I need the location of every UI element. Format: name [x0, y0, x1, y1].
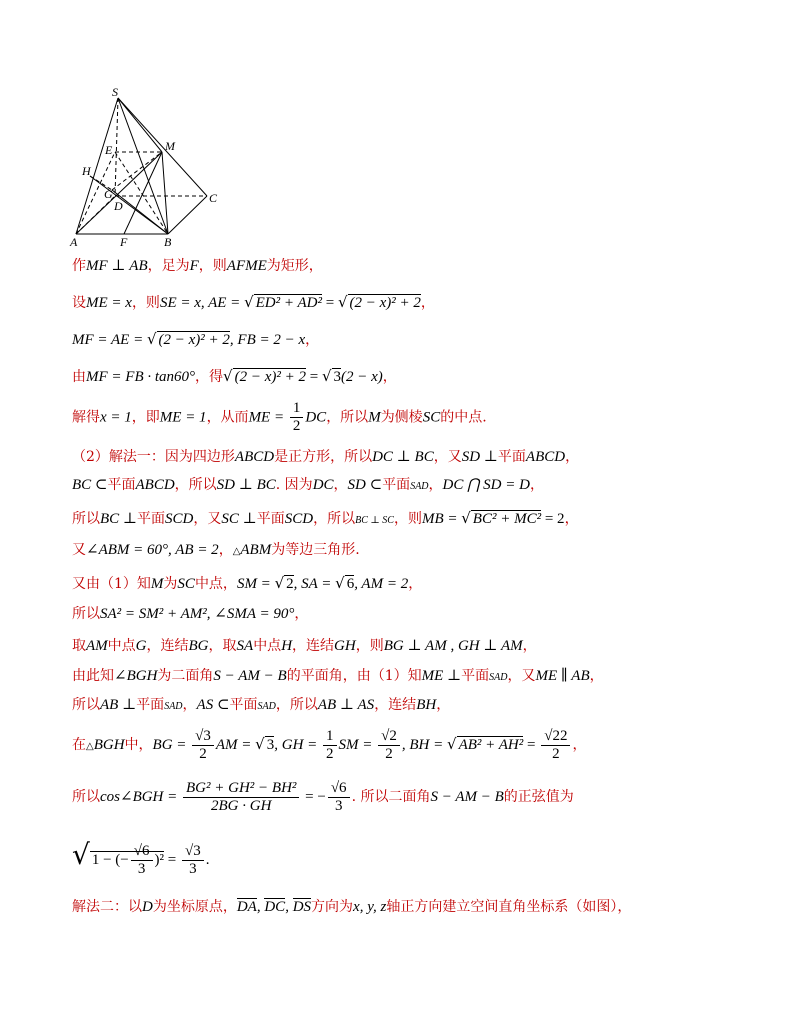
math: G — [135, 638, 147, 654]
math: AB — [129, 258, 148, 274]
text: 平面 — [382, 477, 411, 493]
label-G: G — [104, 187, 113, 201]
math: = — [523, 737, 540, 753]
math: SE = x, AE = — [159, 295, 245, 311]
math: BG ⊥ AM , GH ⊥ AM — [383, 638, 523, 654]
math: = — [305, 369, 322, 385]
solution-line-11 — [72, 604, 308, 624]
text: 平面 — [137, 511, 166, 527]
math: , — [256, 899, 265, 915]
label-B: B — [164, 235, 172, 249]
text: 中点 — [253, 638, 282, 654]
text: 由 — [72, 369, 86, 385]
math: DC ⋂ SD = D — [442, 477, 530, 493]
solution-line-15: 在△BGH中，BG = $\frac{√3}{2}$ AM = √ 3, GH = $\frac{1}{2}$ SM = $\frac{√2}{2}$ , BH = √ AB² + AH² = $\frac{√22}{2}$ ， — [72, 727, 587, 762]
text: ， — [408, 576, 423, 592]
radicand: AB² + AH² — [458, 737, 524, 753]
math: AB ⊥ — [100, 697, 137, 713]
text: ，取 — [208, 638, 237, 654]
text: ，所以 — [313, 511, 356, 527]
math: ∠ABM = 60°, AB = 2 — [86, 542, 219, 558]
math: SCD — [165, 511, 194, 527]
solution-line-10: 又由（1）知M为SC中点，SM = √ 2, SA = √ 6, AM = 2， — [72, 574, 423, 592]
math: ∠BGH — [114, 668, 158, 684]
vector: DS — [292, 899, 312, 915]
text: ， — [564, 511, 579, 527]
math: DC ⊥ BC — [372, 449, 434, 465]
radicand: (2 − x)² + 2 — [349, 295, 421, 311]
math: BG = — [152, 737, 191, 753]
math: = 2 — [541, 511, 565, 527]
label-E: E — [105, 143, 113, 157]
solution-line-8: 所以BC ⊥平面SCD，又SC ⊥平面SCD，所以BC ⊥ SC，则MB = √ BC² + MC² = 2， — [72, 509, 579, 527]
text: 方向为 — [311, 899, 354, 915]
math: MF = AE = — [72, 332, 147, 348]
label-F: F — [120, 235, 128, 249]
radicand: 2 — [286, 576, 294, 592]
text: 的中点. — [440, 409, 487, 426]
math: ABCD — [234, 449, 275, 465]
text: ，连结 — [292, 638, 335, 654]
text: 解得 — [72, 409, 100, 426]
math: SCD — [284, 511, 314, 527]
radicand: 3 — [333, 369, 342, 385]
radicand: ED² + AD² — [255, 295, 322, 311]
math: BC ⊂ — [72, 477, 108, 493]
text: 为等边三角形. — [271, 542, 360, 558]
solution-line-12 — [72, 636, 537, 656]
text: 平面 — [136, 697, 165, 713]
text: ，从而 — [206, 409, 249, 426]
math: SM = — [338, 737, 377, 753]
text: ， — [572, 737, 587, 753]
solution-line-17: √ 1 − (− $\frac{√6}{3}$ )² = $\frac{√3}{3}$ . — [72, 838, 210, 877]
text: ，即 — [131, 409, 160, 426]
math: x, y, z — [353, 899, 387, 915]
solution-line-6 — [72, 447, 579, 467]
text: ，则 — [355, 638, 384, 654]
solution-line-3: MF = AE = √ (2 − x)² + 2, FB = 2 − x， — [72, 330, 320, 348]
solution-line-1 — [72, 256, 323, 276]
text: . — [205, 852, 210, 868]
text: ，则 — [393, 511, 422, 527]
text: 作 — [72, 258, 86, 274]
pyramid-figure — [62, 86, 232, 251]
label-H: H — [82, 164, 91, 178]
text: ，所以 — [326, 409, 369, 426]
radicand: (2 − x)² + 2 — [158, 332, 230, 348]
text: ， — [529, 477, 544, 493]
math: ME = — [248, 409, 288, 426]
math: AFME — [226, 258, 267, 274]
text: ，则 — [131, 295, 160, 311]
math: SAD — [257, 701, 276, 712]
text: ， — [382, 369, 397, 385]
math: x = 1 — [100, 409, 132, 426]
math: ⊥ — [107, 258, 130, 274]
math: S − AM − B — [430, 789, 504, 805]
text: ， — [182, 697, 197, 713]
text: 设 — [72, 295, 86, 311]
text: ， — [294, 606, 309, 622]
text: 平面 — [107, 477, 136, 493]
label-C: C — [209, 191, 218, 205]
math: BC ⊥ — [100, 511, 138, 527]
text: ， — [428, 477, 443, 493]
math: S − AM − B — [213, 668, 287, 684]
text: ，连结 — [374, 697, 417, 713]
text: . 因为 — [275, 477, 313, 493]
solution-line-13 — [72, 666, 604, 688]
math: BGH — [93, 737, 125, 753]
fraction: $\frac{1}{2}$ — [290, 400, 304, 435]
math: , BH = — [401, 737, 448, 753]
triangle-symbol: △ — [86, 741, 94, 752]
math: , AM = 2 — [354, 576, 409, 592]
solution-line-2: 设ME = x，则SE = x, AE = √ ED² + AD² = √ (2 − x)² + 2， — [72, 293, 435, 311]
math: SAD — [489, 672, 508, 683]
text: 又 — [72, 542, 86, 558]
math: SD ⊂ — [347, 477, 383, 493]
solution-line-9 — [72, 540, 360, 562]
math: BC ⊥ SC — [355, 515, 394, 526]
text: 轴正方向建立空间直角坐标系（如图）， — [386, 899, 632, 915]
text: 为矩形， — [266, 258, 323, 274]
text: ，又 — [433, 449, 462, 465]
text: 为侧棱 — [380, 409, 423, 426]
text: ，足为 — [147, 258, 190, 274]
text: ，所以 — [275, 697, 318, 713]
math: D — [142, 899, 153, 915]
text: ，则 — [198, 258, 227, 274]
fraction: $\frac{√3}{3}$ — [182, 843, 204, 878]
text: ，所以 — [174, 477, 217, 493]
math: BG — [188, 638, 209, 654]
math: BH — [416, 697, 437, 713]
math: AM = — [215, 737, 256, 753]
text: 所以 — [72, 697, 100, 713]
math: AS ⊂ — [196, 697, 230, 713]
text: 中点， — [194, 576, 237, 592]
text: ， — [218, 542, 233, 558]
fraction: $\frac{√2}{2}$ — [378, 728, 400, 763]
text: 在 — [72, 737, 86, 753]
math: ABCD — [135, 477, 175, 493]
label-D: D — [114, 199, 123, 213]
math: ME ∥ AB — [535, 668, 590, 684]
text: 取 — [72, 638, 86, 654]
text: ，又 — [193, 511, 222, 527]
text: ， — [333, 477, 348, 493]
math: , SA = — [293, 576, 336, 592]
math: GH — [334, 638, 356, 654]
math: AM — [86, 638, 108, 654]
text: ，得 — [195, 369, 224, 385]
math: = — [321, 295, 338, 311]
math: DC — [312, 477, 334, 493]
radicand: BC² + MC² — [472, 511, 542, 527]
solution-line-4: 由MF = FB · tan60°，得√ (2 − x)² + 2 = √ 3(2 − x)， — [72, 367, 397, 385]
fraction: $\frac{1}{2}$ — [323, 728, 337, 763]
fraction: $\frac{\text{BG² + GH² − BH²}}{2BG \cdot GH}$ — [183, 780, 299, 815]
text: ， — [522, 638, 537, 654]
text: ，连结 — [146, 638, 189, 654]
math: , — [285, 899, 293, 915]
solution-line-16 — [72, 777, 574, 817]
triangle-symbol: △ — [232, 546, 241, 557]
text: 中点 — [107, 638, 136, 654]
text: 的正弦值为 — [503, 789, 574, 805]
math: SAD — [164, 701, 183, 712]
text: 为二面角 — [157, 668, 214, 684]
math: M — [368, 409, 381, 426]
text: 为 — [163, 576, 178, 592]
math: SAD — [410, 481, 429, 492]
text: 又由（1）知 — [72, 576, 151, 592]
math: SD ⊥ — [461, 449, 498, 465]
math: , FB = 2 − x — [229, 332, 306, 348]
math: ME = x — [86, 295, 132, 311]
math: SA — [236, 638, 254, 654]
vector: DC — [264, 899, 286, 915]
math: AB ⊥ AS — [317, 697, 375, 713]
label-M: M — [165, 139, 175, 153]
math: ABCD — [525, 449, 566, 465]
math: ME ⊥ — [421, 668, 462, 684]
math: , GH = — [274, 737, 322, 753]
text: ， — [420, 295, 435, 311]
solution-line-7 — [72, 475, 544, 497]
math: cos∠BGH = — [100, 789, 182, 805]
math: = — [164, 852, 180, 868]
fraction: $\frac{√6}{3}$ — [328, 780, 350, 815]
math: SC — [177, 576, 195, 592]
math: M — [150, 576, 164, 592]
text: ， — [589, 668, 604, 684]
math: H — [281, 638, 293, 654]
text: ， — [305, 332, 320, 348]
math: MF — [86, 258, 108, 274]
text: 所以 — [72, 789, 100, 805]
radicand: 6 — [346, 576, 355, 592]
label-S: S — [112, 86, 118, 99]
math: (2 − x) — [341, 369, 383, 385]
text: 所以 — [72, 606, 100, 622]
text: 平面 — [461, 668, 490, 684]
text: 平面 — [256, 511, 285, 527]
text: 所以 — [72, 511, 100, 527]
text: 为坐标原点， — [152, 899, 237, 915]
fraction: $\frac{√3}{2}$ — [192, 728, 214, 763]
text: . 所以二面角 — [351, 789, 431, 805]
text: ， — [436, 697, 451, 713]
math: DC — [305, 409, 327, 426]
vector: DA — [236, 899, 257, 915]
math: ABM — [240, 542, 272, 558]
math: SA² = SM² + AM², ∠SMA = 90° — [100, 606, 295, 622]
text: 由此知 — [72, 668, 114, 684]
radicand: )² — [154, 852, 164, 868]
fraction: $\frac{√22}{2}$ — [541, 728, 570, 763]
radicand: 1 − (− — [91, 852, 129, 868]
fraction: $\frac{√6}{3}$ — [131, 843, 153, 878]
math: SD ⊥ BC — [216, 477, 276, 493]
text: ，又 — [507, 668, 536, 684]
label-A: A — [70, 235, 78, 249]
solution-line-14 — [72, 695, 450, 717]
math: SC — [422, 409, 441, 426]
text: 平面 — [229, 697, 258, 713]
solution-line-18 — [72, 897, 631, 917]
text: 中， — [124, 737, 153, 753]
text: 解法二：以 — [72, 899, 142, 915]
text: 是正方形，所以 — [274, 449, 373, 465]
math: SM = — [236, 576, 275, 592]
text: 平面 — [497, 449, 526, 465]
solution-line-5 — [72, 400, 487, 435]
radicand: (2 − x)² + 2 — [234, 369, 306, 385]
math: MF = FB · tan60° — [86, 369, 196, 385]
math: F — [189, 258, 199, 274]
math: SC ⊥ — [221, 511, 257, 527]
text: 的平面角，由（1）知 — [286, 668, 422, 684]
radicand: 3 — [266, 737, 275, 753]
math: ME = 1 — [159, 409, 207, 426]
math: = − — [301, 789, 326, 805]
text: ， — [565, 449, 580, 465]
math: MB = — [421, 511, 462, 527]
text: （2）解法一：因为四边形 — [72, 449, 235, 465]
